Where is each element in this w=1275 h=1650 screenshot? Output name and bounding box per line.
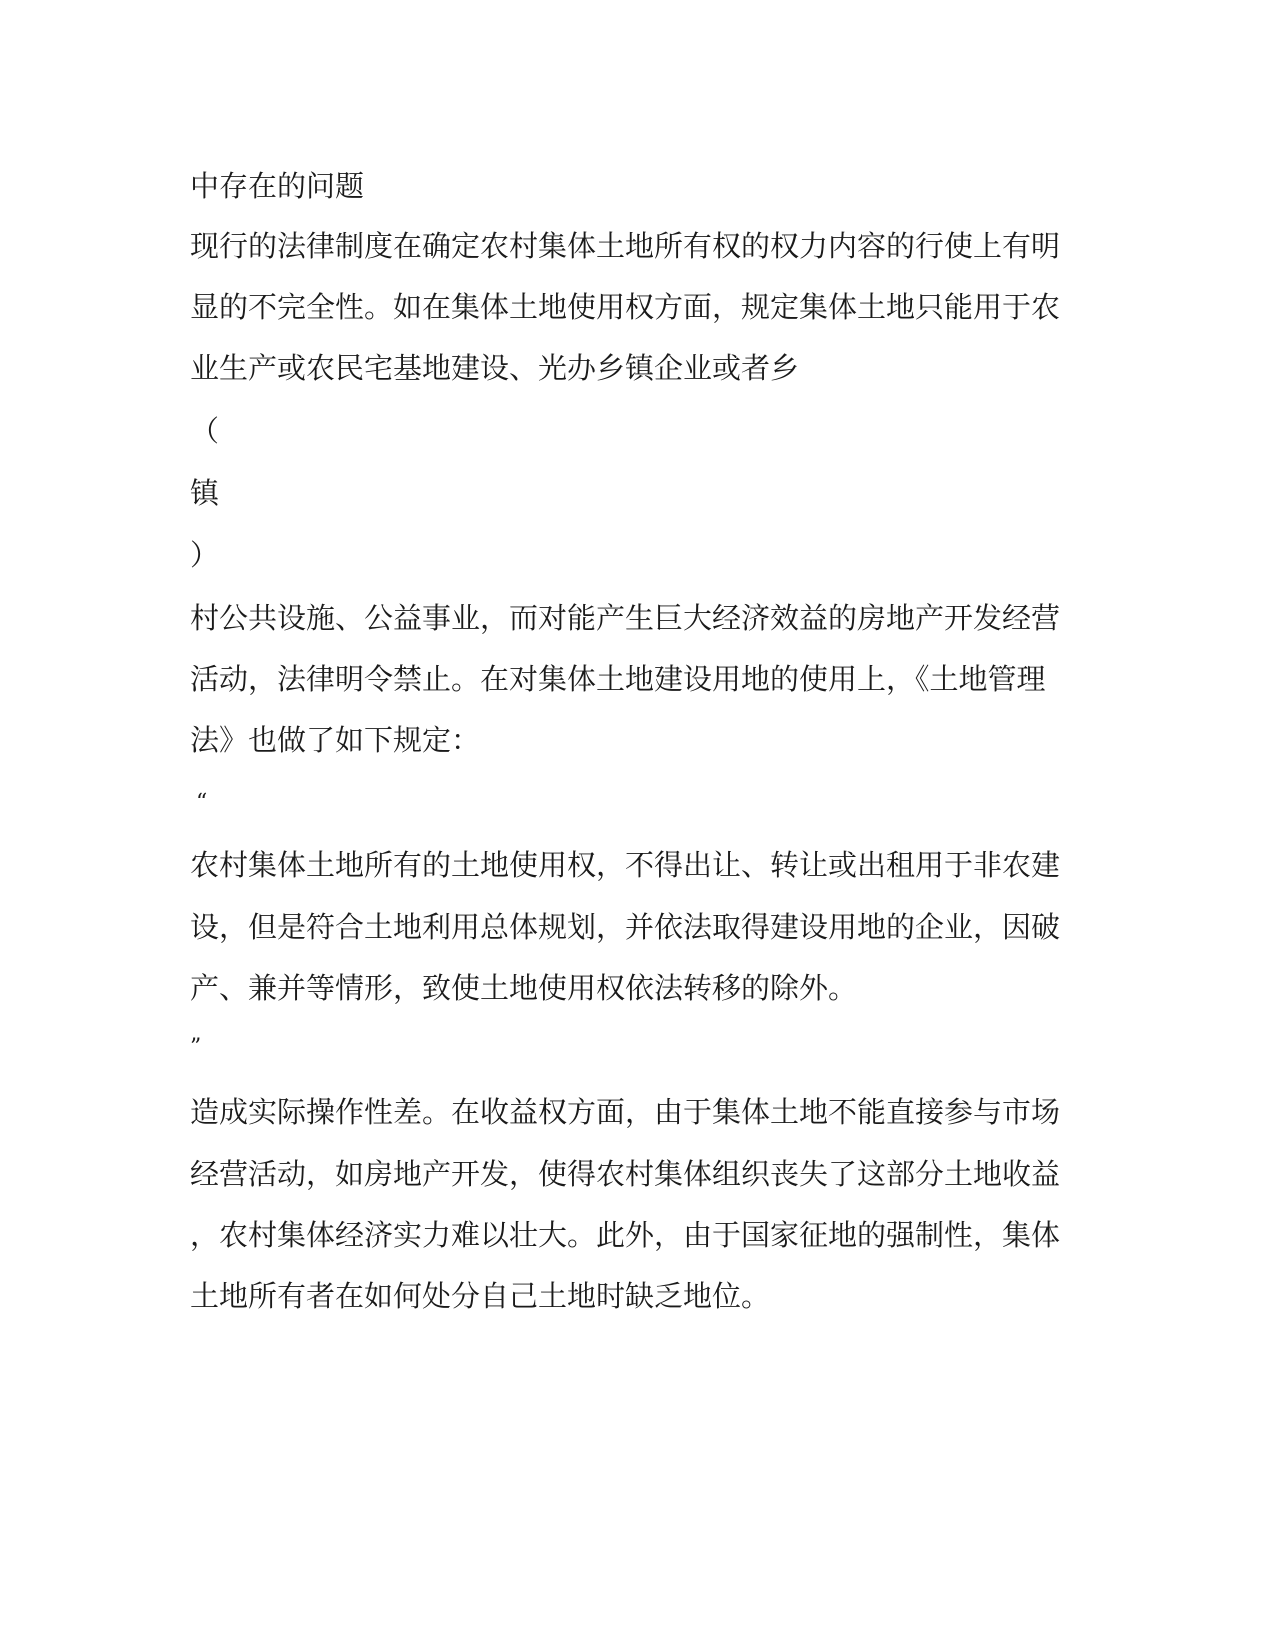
open-quote-mark: “ [196,790,208,815]
text-line-close-paren: ） [190,538,220,572]
text-line: 产、兼并等情形，致使土地使用权依法转移的除外。 [190,971,858,1005]
text-line: 设，但是符合土地利用总体规划，并依法取得建设用地的企业，因破 [190,910,1061,944]
text-line: 现行的法律制度在确定农村集体土地所有权的权力内容的行使上有明 [190,229,1061,263]
text-line: 村公共设施、公益事业，而对能产生巨大经济效益的房地产开发经营 [190,601,1061,635]
text-line: 法》也做了如下规定： [190,723,481,757]
text-line: 显的不完全性。如在集体土地使用权方面，规定集体土地只能用于农 [190,290,1061,324]
text-line: 业生产或农民宅基地建设、光办乡镇企业或者乡 [190,351,800,385]
text-line-open-paren: （ [190,414,220,448]
text-line: ，农村集体经济实力难以壮大。此外，由于国家征地的强制性，集体 [190,1218,1061,1252]
text-line: 镇 [190,476,220,510]
text-line: 经营活动，如房地产开发，使得农村集体组织丧失了这部分土地收益 [190,1157,1061,1191]
text-line-heading: 中存在的问题 [190,169,365,203]
text-line: 农村集体土地所有的土地使用权，不得出让、转让或出租用于非农建 [190,848,1061,882]
text-line: 土地所有者在如何处分自己土地时缺乏地位。 [190,1279,771,1313]
text-line: 活动，法律明令禁止。在对集体土地建设用地的使用上，《土地管理 [190,662,1046,696]
text-line: 造成实际操作性差。在收益权方面，由于集体土地不能直接参与市场 [190,1095,1061,1129]
close-quote-mark: ” [190,1035,202,1060]
